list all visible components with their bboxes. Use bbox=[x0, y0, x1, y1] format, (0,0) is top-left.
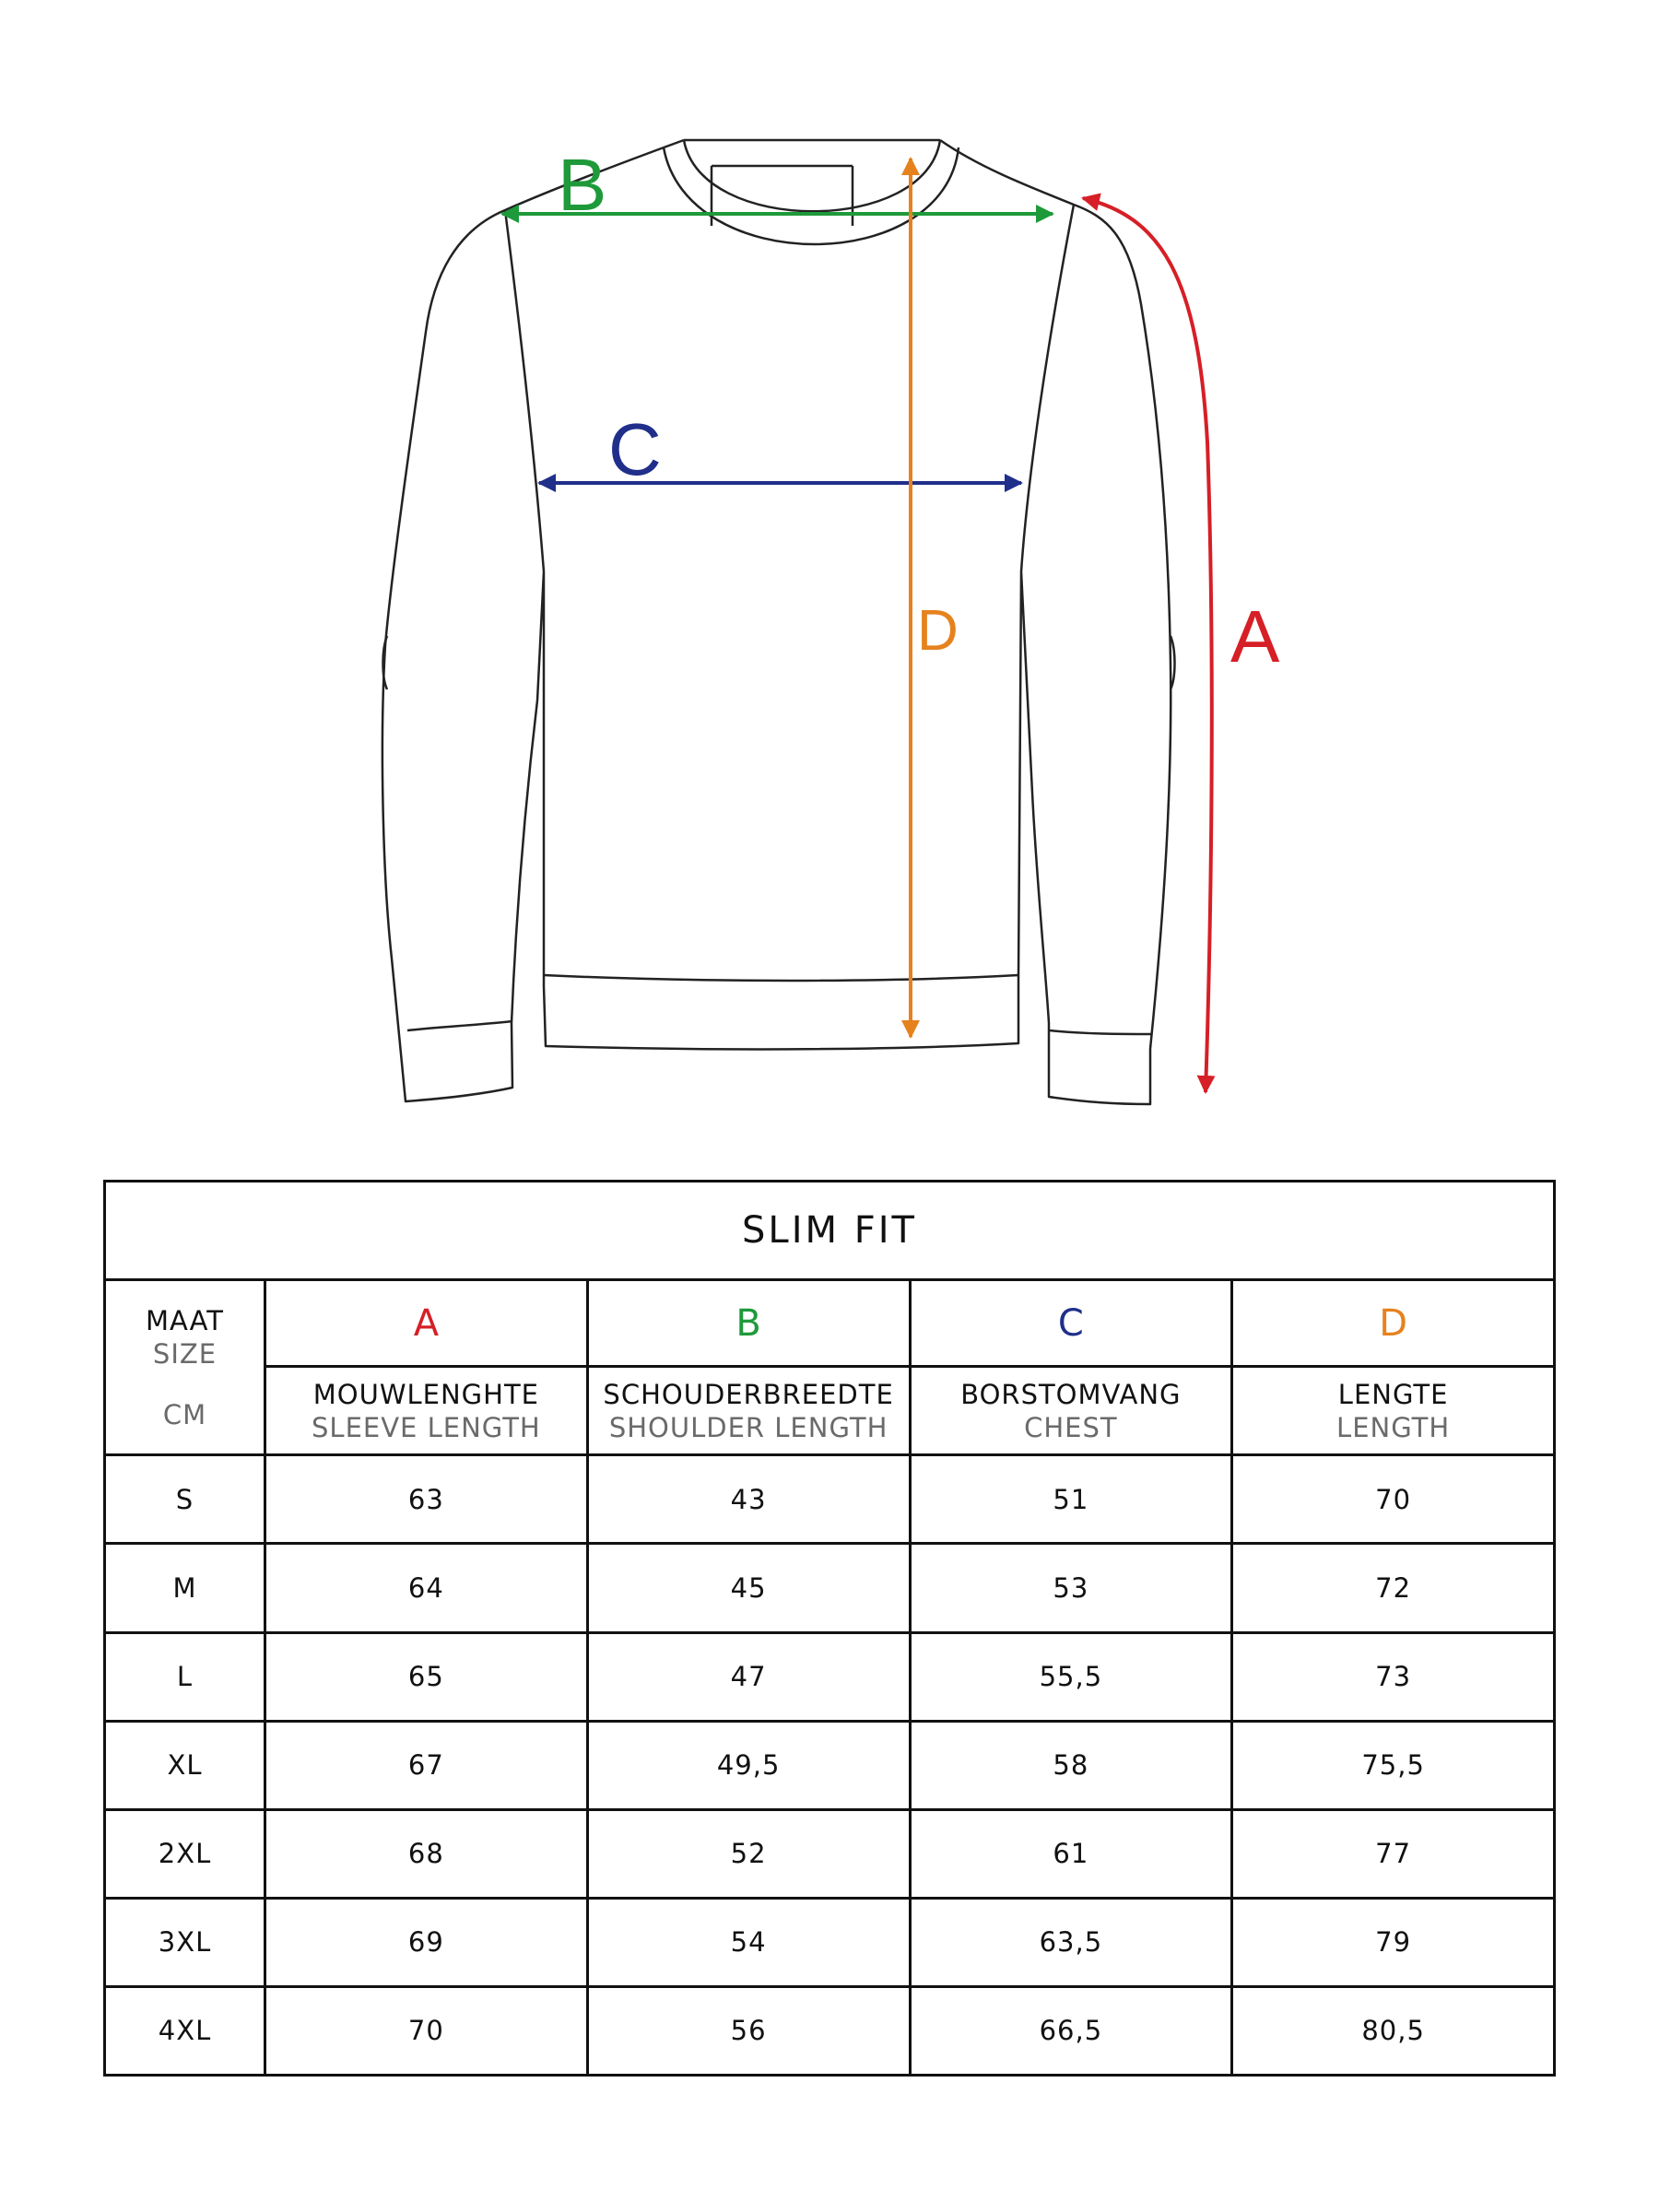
column-name-nl: BORSTOMVANG bbox=[960, 1378, 1182, 1410]
value-cell: 77 bbox=[1232, 1809, 1555, 1898]
table-row bbox=[105, 1898, 1555, 1986]
value-cell: 70 bbox=[265, 1986, 588, 2075]
column-header-b bbox=[587, 1367, 910, 1455]
dimension-c-label: C bbox=[608, 408, 662, 490]
value-cell: 68 bbox=[265, 1809, 588, 1898]
table-row bbox=[105, 1544, 1555, 1632]
value-cell: 61 bbox=[910, 1809, 1232, 1898]
table-row bbox=[105, 1455, 1555, 1544]
value-cell: 69 bbox=[265, 1898, 588, 1986]
size-label: SIZE bbox=[152, 1337, 218, 1370]
column-name-en: CHEST bbox=[1024, 1411, 1118, 1443]
table-row bbox=[105, 1721, 1555, 1809]
value-cell: 66,5 bbox=[910, 1986, 1232, 2075]
value-cell: 63,5 bbox=[910, 1898, 1232, 1986]
value-cell: 67 bbox=[265, 1721, 588, 1809]
value-cell: 52 bbox=[587, 1809, 910, 1898]
value-cell: 65 bbox=[265, 1632, 588, 1721]
value-cell: 53 bbox=[910, 1544, 1232, 1632]
value-cell: 72 bbox=[1232, 1544, 1555, 1632]
column-header-a bbox=[265, 1367, 588, 1455]
dimension-a-arrow bbox=[1083, 198, 1212, 1092]
size-cell: XL bbox=[105, 1721, 265, 1809]
value-cell: 51 bbox=[910, 1455, 1232, 1544]
table-row bbox=[105, 1986, 1555, 2075]
value-cell: 75,5 bbox=[1232, 1721, 1555, 1809]
unit-label: CM bbox=[162, 1398, 207, 1430]
value-cell: 63 bbox=[265, 1455, 588, 1544]
sweater-outline bbox=[382, 140, 1175, 1104]
value-cell: 56 bbox=[587, 1986, 910, 2075]
table-row bbox=[105, 1632, 1555, 1721]
value-cell: 70 bbox=[1232, 1455, 1555, 1544]
header-letter-row bbox=[105, 1280, 1555, 1367]
dimension-a-label: A bbox=[1230, 595, 1280, 677]
value-cell: 47 bbox=[587, 1632, 910, 1721]
value-cell: 54 bbox=[587, 1898, 910, 1986]
value-cell: 45 bbox=[587, 1544, 910, 1632]
value-cell: 43 bbox=[587, 1455, 910, 1544]
size-cell: 2XL bbox=[105, 1809, 265, 1898]
column-header-c bbox=[910, 1367, 1232, 1455]
column-name-en: SLEEVE LENGTH bbox=[312, 1411, 541, 1443]
column-header-d bbox=[1232, 1367, 1555, 1455]
column-letter-b: B bbox=[587, 1280, 910, 1367]
column-letter-c: C bbox=[910, 1280, 1232, 1367]
maat-label: MAAT bbox=[146, 1304, 224, 1336]
size-cell: L bbox=[105, 1632, 265, 1721]
value-cell: 80,5 bbox=[1232, 1986, 1555, 2075]
dimension-d-label: D bbox=[917, 599, 959, 663]
dimension-b-label: B bbox=[558, 144, 607, 226]
table-title-row bbox=[105, 1182, 1555, 1280]
column-name-en: SHOULDER LENGTH bbox=[608, 1411, 888, 1443]
table-title: SLIM FIT bbox=[105, 1182, 1555, 1280]
value-cell: 55,5 bbox=[910, 1632, 1232, 1721]
value-cell: 79 bbox=[1232, 1898, 1555, 1986]
column-name-nl: MOUWLENGHTE bbox=[312, 1378, 539, 1410]
value-cell: 64 bbox=[265, 1544, 588, 1632]
column-name-nl: SCHOUDERBREEDTE bbox=[603, 1378, 894, 1410]
column-letter-a: A bbox=[265, 1280, 588, 1367]
size-cell: 4XL bbox=[105, 1986, 265, 2075]
column-name-en: LENGTH bbox=[1336, 1411, 1451, 1443]
size-header-cell bbox=[105, 1280, 265, 1455]
value-cell: 73 bbox=[1232, 1632, 1555, 1721]
column-name-nl: LENGTE bbox=[1337, 1378, 1449, 1410]
size-cell: M bbox=[105, 1544, 265, 1632]
size-cell: S bbox=[105, 1455, 265, 1544]
value-cell: 58 bbox=[910, 1721, 1232, 1809]
size-cell: 3XL bbox=[105, 1898, 265, 1986]
column-letter-d: D bbox=[1232, 1280, 1555, 1367]
value-cell: 49,5 bbox=[587, 1721, 910, 1809]
size-table bbox=[103, 1180, 1556, 2077]
header-name-row bbox=[105, 1367, 1555, 1455]
table-row bbox=[105, 1809, 1555, 1898]
